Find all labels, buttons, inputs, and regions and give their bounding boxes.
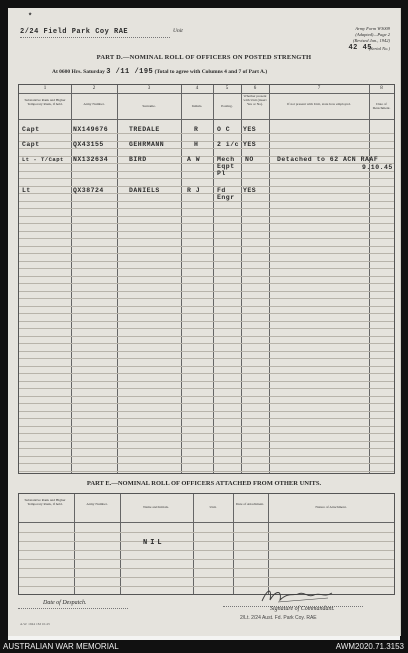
table-cell-surname: GEHRMANN xyxy=(129,141,165,148)
archive-institution: AUSTRALIAN WAR MEMORIAL xyxy=(3,642,119,651)
nil-entry: NIL xyxy=(143,539,165,547)
col-divider xyxy=(117,85,118,473)
part-d-subtitle xyxy=(52,68,267,76)
table-cell-number: NX132634 xyxy=(73,156,109,163)
ruled-line xyxy=(19,532,394,533)
ruled-line xyxy=(19,178,394,179)
col-divider xyxy=(241,85,242,473)
handwritten-signature xyxy=(258,586,338,606)
column-header-row xyxy=(19,93,394,120)
ruled-line xyxy=(19,223,394,224)
frame-left xyxy=(0,0,8,640)
col-divider xyxy=(193,494,194,594)
ruled-line xyxy=(19,463,394,464)
col-divider xyxy=(269,85,270,473)
table-cell-number: QX43155 xyxy=(73,141,104,148)
header-army-number: Army Number. xyxy=(83,102,105,106)
table-cell-employed: Detached to 62 ACN RAAF xyxy=(277,156,379,163)
ruled-line xyxy=(19,246,394,247)
ruled-line xyxy=(19,298,394,299)
col-divider xyxy=(181,85,182,473)
header-initials: Initials. xyxy=(191,104,203,108)
ruled-line xyxy=(19,306,394,307)
header-employed: If not present with Unit, state how employed. xyxy=(287,102,351,106)
ruled-line xyxy=(19,261,394,262)
table-cell-present: YES xyxy=(243,141,257,148)
ruled-line xyxy=(19,456,394,457)
ruled-line xyxy=(19,148,394,149)
ruled-line xyxy=(19,231,394,232)
part-e-header-row xyxy=(19,494,394,523)
ruled-line xyxy=(19,253,394,254)
table-cell-initials: R xyxy=(194,126,199,133)
ruled-line xyxy=(19,358,394,359)
colnum-1: 1 xyxy=(43,86,47,91)
printer-note: A.W. 1944 1M 10.43 xyxy=(20,622,50,626)
unit-name xyxy=(20,28,128,36)
ruled-line xyxy=(19,313,394,314)
ruled-line xyxy=(19,541,394,542)
archive-footer xyxy=(0,640,408,653)
ruled-line xyxy=(19,336,394,337)
col-divider xyxy=(233,494,234,594)
header-rank: Substantive Rank and Higher Temporary Rank, if held. xyxy=(24,98,66,107)
form-adapted-line: (Adapted)—Page 2 xyxy=(355,32,390,37)
header-surname: Surname. xyxy=(142,104,156,108)
colnum-3: 3 xyxy=(147,86,151,91)
header-present: Whether present with Unit (insert Yes or No). xyxy=(243,94,267,107)
table-cell-surname: TREDALE xyxy=(129,126,160,133)
table-cell-rank: Capt xyxy=(22,126,40,133)
unit-label: Unit xyxy=(173,28,183,34)
table-cell-initials: R J xyxy=(187,187,201,194)
part-d-title: PART D.—NOMINAL ROLL OF OFFICERS ON POSTED STRENGTH xyxy=(96,54,312,61)
ruled-line xyxy=(19,448,394,449)
ruled-line xyxy=(19,441,394,442)
col-divider xyxy=(268,494,269,594)
ruled-line xyxy=(19,321,394,322)
frame-top xyxy=(0,0,408,8)
colnum-5: 5 xyxy=(225,86,229,91)
archive-record-id: AWM2020.71.3153 xyxy=(335,642,404,651)
table-cell-number: QX38724 xyxy=(73,187,104,194)
ruled-line xyxy=(19,238,394,239)
table-cell-surname: DANIELS xyxy=(129,187,160,194)
form-revised-line: (Revised Jan., 1942) xyxy=(353,38,390,43)
ruled-line xyxy=(19,388,394,389)
colnum-6: 6 xyxy=(253,86,257,91)
part-d-sub-suffix: (Total to agree with Columns 4 and 7 of Part A.) xyxy=(154,69,268,75)
ruled-line xyxy=(19,291,394,292)
ruled-line xyxy=(19,208,394,209)
date-of-despatch-label: Date of Despatch. xyxy=(43,600,87,606)
ruled-line xyxy=(19,418,394,419)
ruled-line xyxy=(19,550,394,551)
colnum-8: 8 xyxy=(380,86,383,91)
table-cell-posting: O C xyxy=(217,126,231,133)
ruled-line xyxy=(19,396,394,397)
table-cell-present: YES xyxy=(243,126,257,133)
unit-underline xyxy=(20,37,170,38)
header-date: Date of Detachment. xyxy=(372,102,391,111)
ruled-line xyxy=(19,559,394,560)
ruled-line xyxy=(19,373,394,374)
ruled-line xyxy=(19,426,394,427)
serial-label: (Serial No.) xyxy=(368,46,390,51)
col-divider xyxy=(369,85,370,473)
part-d-date: 3 /11 /195 xyxy=(106,68,154,76)
table-cell-posting: Mech Eqpt Pl xyxy=(217,156,235,177)
part-e-header-name: Name and Initials. xyxy=(143,505,169,509)
table-cell-rank: Lt xyxy=(22,187,31,194)
signature-label: Signature of Commandant. xyxy=(270,606,335,612)
part-e-header-date: Date of Attachment. xyxy=(235,502,265,506)
colnum-4: 4 xyxy=(195,86,199,91)
table-cell-date: 9.10.45 xyxy=(362,164,393,171)
part-e-header-number: Army Number. xyxy=(86,502,108,506)
ruled-line xyxy=(19,283,394,284)
ruled-line xyxy=(19,381,394,382)
table-cell-posting: 2 i/c xyxy=(217,141,240,148)
document-page xyxy=(8,8,401,636)
ruled-line xyxy=(19,133,394,134)
col-divider xyxy=(120,494,121,594)
ruled-line xyxy=(19,411,394,412)
ruled-line xyxy=(19,577,394,578)
header-posting: Posting. xyxy=(221,104,233,108)
table-cell-initials: A W xyxy=(187,156,201,163)
serial-number: 42 45 xyxy=(348,44,372,52)
table-cell-initials: H xyxy=(194,141,199,148)
part-d-sub-prefix: At 0600 Hrs. Saturday xyxy=(52,69,105,75)
table-cell-rank: Lt - T/Capt xyxy=(22,156,64,163)
part-d-table xyxy=(18,84,395,474)
ruled-line xyxy=(19,366,394,367)
unit-typed-text: 2/24 Field Park Coy RAE xyxy=(20,28,129,36)
despatch-line xyxy=(18,608,128,609)
ruled-line xyxy=(19,351,394,352)
part-e-title: PART E.—NOMINAL ROLL OF OFFICERS ATTACHED FROM OTHER UNITS. xyxy=(86,480,322,487)
ruled-line xyxy=(19,276,394,277)
table-cell-present: NO xyxy=(245,156,254,163)
col-divider xyxy=(71,85,72,473)
ruled-line xyxy=(19,268,394,269)
col-divider xyxy=(213,85,214,473)
table-cell-posting: Fd Engr xyxy=(217,187,235,201)
ruled-line xyxy=(19,433,394,434)
ruled-line xyxy=(19,201,394,202)
ruled-line xyxy=(19,328,394,329)
part-e-header-rank: Substantive Rank and Higher Temporary Rank, if held. xyxy=(24,498,66,507)
ruled-line xyxy=(19,171,394,172)
signature-stamp: 2/Lt. 2/24 Aust. Fd. Park Coy. RAE xyxy=(240,615,317,621)
table-cell-present: YES xyxy=(243,187,257,194)
table-cell-rank: Capt xyxy=(22,141,40,148)
ruled-line xyxy=(19,471,394,472)
table-cell-surname: BIRD xyxy=(129,156,147,163)
part-e-header-nature: Nature of Attachment. xyxy=(315,505,347,509)
ruled-line xyxy=(19,343,394,344)
frame-right xyxy=(400,0,408,640)
colnum-2: 2 xyxy=(92,86,96,91)
ruled-line xyxy=(19,216,394,217)
colnum-7: 7 xyxy=(317,86,321,91)
ruled-line xyxy=(19,403,394,404)
part-e-table xyxy=(18,493,395,595)
ruled-line xyxy=(19,568,394,569)
form-ref-line: Army Form W3009 xyxy=(355,26,390,31)
star-mark: * xyxy=(28,13,33,21)
form-reference xyxy=(353,26,390,44)
part-e-header-unit: Unit. xyxy=(209,505,217,509)
col-divider xyxy=(74,494,75,594)
ruled-line xyxy=(19,163,394,164)
table-cell-number: NX149676 xyxy=(73,126,109,133)
